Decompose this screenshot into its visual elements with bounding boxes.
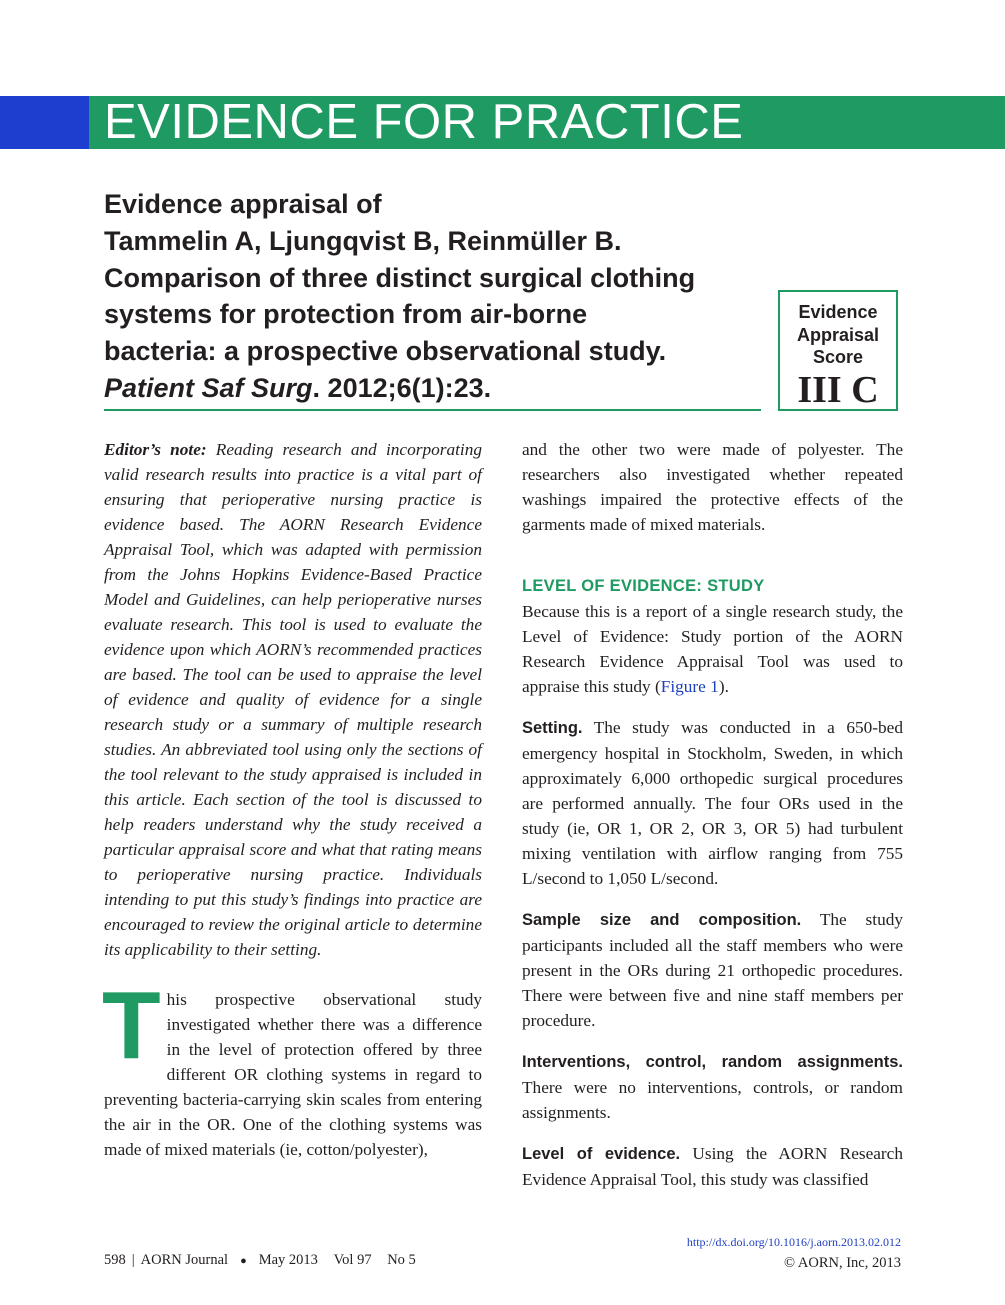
journal-title: AORN Journal bbox=[140, 1252, 229, 1268]
interventions-paragraph bbox=[522, 1049, 903, 1125]
volume: Vol 97 bbox=[333, 1252, 372, 1268]
sample-text: The study participants included all the staff members who were present in the ORs during 21 orthopedic procedures. There were between five and nine staff members per procedure. bbox=[522, 910, 903, 1030]
score-label bbox=[780, 292, 896, 369]
score-label-line: Score bbox=[812, 347, 864, 367]
article-title bbox=[104, 186, 784, 407]
title-line: Evidence appraisal of bbox=[104, 189, 382, 219]
interventions-heading: Interventions, control, random assignments. bbox=[522, 1053, 903, 1071]
spacer bbox=[324, 1252, 328, 1268]
editors-note-text: Reading research and incorporating valid research results into practice is a vital part of ensuring that perioperative nursing practice is evidence based. The AORN Research Evidence Appraisal Tool, which was adapted with permission from the Johns Hopkins Evidence-Based Practice Model and Guidelines, can help perioperative nurses evaluate research. This tool is used to evaluate the evidence upon which AORN’s recommended practices are based. The tool can be used to appraise the level of evidence and quality of evidence for a single research study or a summary of multiple research studies. An abbreviated tool using only the sections of the tool relevant to the study appraised is included in this article. Each section of the tool is discussed to help readers understand why the study received a particular appraisal score and what that rating means to perioperative nursing practice. Individuals intending to put this study’s findings into practice are encouraged to review the original article to determine its applicability to their setting. bbox=[104, 440, 482, 959]
score-label-line: Appraisal bbox=[796, 324, 880, 345]
interventions-text: There were no interventions, controls, or random assignments. bbox=[522, 1078, 903, 1122]
footer-right bbox=[687, 1232, 901, 1274]
level-section-paragraph bbox=[522, 599, 903, 699]
issue-date: May 2013 bbox=[258, 1252, 318, 1268]
level-text: Using the AORN Research Evidence Appraisal Tool, this study was classified bbox=[522, 1144, 903, 1189]
setting-text: The study was conducted in a 650-bed emergency hospital in Stockholm, Sweden, in which approximately 6,000 orthopedic surgical procedures are performed annually. The four ORs used in the study (ie, OR 1, OR 2, OR 3, OR 5) had turbulent mixing ventilation with airflow ranging from 755 L/second to 1,050 L/second. bbox=[522, 718, 903, 888]
sample-paragraph bbox=[522, 907, 903, 1033]
doi-link[interactable]: http://dx.doi.org/10.1016/j.aorn.2013.02.012 bbox=[686, 1235, 901, 1249]
score-label-line: Evidence bbox=[798, 302, 878, 322]
intro-paragraph bbox=[102, 972, 482, 1162]
setting-heading: Setting. bbox=[522, 719, 583, 737]
title-line: Comparison of three distinct surgical clothing bbox=[104, 262, 696, 293]
title-line: systems for protection from air-borne bbox=[104, 299, 588, 330]
title-citation-line bbox=[104, 370, 784, 407]
copyright: © AORN, Inc, 2013 bbox=[784, 1255, 901, 1271]
title-line: bacteria: a prospective observational study. bbox=[104, 336, 667, 367]
section-banner-title: EVIDENCE FOR PRACTICE bbox=[104, 95, 744, 149]
footer-bullet: ● bbox=[240, 1255, 247, 1267]
section-heading: LEVEL OF EVIDENCE: STUDY bbox=[522, 577, 765, 595]
level-heading: Level of evidence. bbox=[522, 1145, 681, 1163]
title-line: Tammelin A, Ljungqvist B, Reinmüller B. bbox=[104, 225, 622, 256]
left-column bbox=[104, 437, 482, 1162]
intro-text: his prospective observational study investigated whether there was a difference in the level of protection offered by three different OR clothing systems in regard to preventing bacteria-carrying skin scales from entering the air in the OR. One of the clothing systems was made of mixed materials (ie, cotton/polyester), bbox=[104, 990, 482, 1159]
page-footer bbox=[104, 1252, 416, 1269]
evidence-score-box bbox=[778, 290, 898, 411]
level-section-text: Because this is a report of a single research study, the Level of Evidence: Study portion of the AORN Research Evidence Appraisal Tool was used to appraise this study ( bbox=[522, 602, 903, 696]
spacer bbox=[378, 1252, 382, 1268]
level-section-text-end: ). bbox=[718, 677, 729, 696]
score-value: III C bbox=[797, 368, 879, 411]
footer-separator: | bbox=[131, 1252, 135, 1268]
right-column bbox=[522, 437, 903, 1192]
page-number: 598 bbox=[104, 1252, 126, 1268]
editors-note-label: Editor’s note: bbox=[104, 440, 207, 459]
setting-paragraph bbox=[522, 715, 903, 891]
journal-name: Patient Saf Surg bbox=[104, 372, 313, 403]
title-divider bbox=[104, 409, 761, 411]
drop-cap: T bbox=[102, 972, 161, 1079]
sample-heading: Sample size and composition. bbox=[522, 911, 802, 929]
intro-continued: and the other two were made of polyester. The researchers also investigated whether repeated washings impaired the protective effects of the garments made of mixed materials. bbox=[522, 440, 903, 534]
citation: . 2012;6(1):23. bbox=[312, 372, 492, 403]
editors-note bbox=[104, 437, 482, 962]
issue-number: No 5 bbox=[387, 1252, 416, 1268]
banner-accent bbox=[0, 96, 89, 149]
level-paragraph bbox=[522, 1141, 903, 1192]
figure-link[interactable]: Figure 1 bbox=[660, 677, 719, 696]
